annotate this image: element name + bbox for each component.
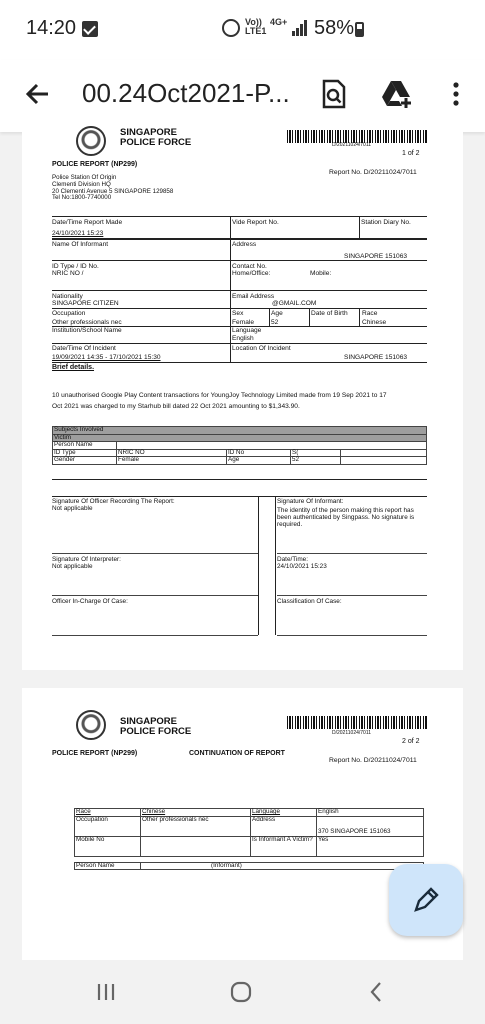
barcode-number: D/20211024/7011 <box>332 730 372 736</box>
app-toolbar <box>0 60 485 132</box>
police-crest-icon <box>76 126 106 156</box>
find-in-document-icon[interactable] <box>318 78 350 110</box>
value-age: 52 <box>271 319 279 326</box>
report-page-1 <box>52 126 427 666</box>
page-number: 2 of 2 <box>402 738 420 745</box>
alarm-icon <box>222 19 240 37</box>
system-navigation-bar <box>0 960 485 1024</box>
label-home-office: Home/Office: <box>232 270 271 277</box>
status-bar <box>0 0 485 60</box>
report-title: POLICE REPORT (NP299) <box>52 750 138 757</box>
battery-percent: 58% <box>314 17 355 39</box>
subjects-header: Subjects Involved <box>53 427 427 435</box>
report-page-2 <box>52 706 427 956</box>
value-location: SINGAPORE 151063 <box>344 354 408 361</box>
org-name: SINGAPORE POLICE FORCE <box>120 716 192 737</box>
victim-header: Victim <box>53 434 427 442</box>
police-crest-icon <box>76 710 106 740</box>
subjects-table: Subjects Involved Victim Person Name ID Type NRIC NO ID No S( Gender Female Age 52 <box>52 426 427 465</box>
label-informant: Name Of Informant <box>52 241 109 248</box>
label-incident-time: Date/Time Of Incident <box>52 345 116 352</box>
label-age: Age <box>271 310 283 317</box>
label-email: Email Address <box>232 293 275 300</box>
edit-fab[interactable] <box>389 864 463 936</box>
label-sex: Sex <box>232 310 244 317</box>
document-title: 00.24Oct2021-P... <box>82 78 290 108</box>
add-to-drive-icon[interactable] <box>380 78 412 110</box>
back-arrow-icon[interactable] <box>22 78 54 110</box>
more-options-icon[interactable] <box>440 78 472 110</box>
officer-signature-box: Signature Of Officer Recording The Report: Not applicable <box>52 498 258 554</box>
datetime-box: Date/Time: 24/10/2021 15:23 <box>277 556 427 596</box>
report-number: Report No. D/20211024/7011 <box>329 169 417 176</box>
label-occupation: Occupation <box>52 310 86 317</box>
volte-indicator: Vo)) LTE1 <box>245 17 267 36</box>
continuation-heading: CONTINUATION OF REPORT <box>189 750 285 757</box>
label-nationality: Nationality <box>52 293 83 300</box>
value-race: Chinese <box>362 319 387 326</box>
interpreter-signature-box: Signature Of Interpreter: Not applicable <box>52 556 258 596</box>
value-occupation: Other professionals nec <box>52 319 122 326</box>
network-type-indicator: 4G+ <box>270 17 288 27</box>
value-address: SINGAPORE 151063 <box>344 253 408 260</box>
label-race: Race <box>362 310 378 317</box>
back-nav-icon[interactable] <box>365 980 389 1004</box>
recent-apps-icon[interactable] <box>94 980 118 1004</box>
checkbox-notification-icon <box>82 21 98 37</box>
edit-pen-icon <box>412 886 440 914</box>
label-location: Location Of Incident <box>232 345 291 352</box>
brief-details-heading: Brief details. <box>52 364 95 371</box>
label-vide-no: Vide Report No. <box>232 219 279 226</box>
value-nationality: SINGAPORE CITIZEN <box>52 300 119 307</box>
classification-box: Classification Of Case: <box>277 598 427 636</box>
label-language: Language <box>232 327 262 334</box>
value-language: English <box>232 335 254 342</box>
label-id-type: ID Type / ID No. <box>52 263 99 270</box>
org-name: SINGAPORE POLICE FORCE <box>120 127 192 148</box>
battery-icon <box>355 22 364 37</box>
label-diary-no: Station Diary No. <box>361 219 411 226</box>
station-address: Police Station Of Origin Clementi Division HQ 20 Clementi Avenue 5 SINGAPORE 129858 Tel No:1800-7740000 <box>52 174 174 202</box>
report-title: POLICE REPORT (NP299) <box>52 161 138 168</box>
brief-details-text: 10 unauthorised Google Play Content transactions for YoungJoy Technology Limited made from 19 Sep 2021 to 17 Oct 2021 was charged to my Starhub bill dated 22 Oct 2021 amounting to $1,343.90. <box>52 392 387 410</box>
value-date-made: 24/10/2021 15:23 <box>52 230 104 237</box>
report-number: Report No. D/20211024/7011 <box>329 757 417 764</box>
home-icon[interactable] <box>229 980 253 1004</box>
value-incident-time: 19/09/2021 14:35 - 17/10/2021 15:30 <box>52 354 161 361</box>
label-institution: Institution/School Name <box>52 327 122 334</box>
value-sex: Female <box>232 319 254 326</box>
officer-in-charge-box: Officer In-Charge Of Case: <box>52 598 258 636</box>
barcode-image <box>287 716 427 729</box>
label-date-made: Date/Time Report Made <box>52 219 123 226</box>
label-dob: Date of Birth <box>311 310 348 317</box>
label-address: Address <box>232 241 257 248</box>
informant-signature-box: Signature Of Informant: The identity of the person making this report has been authenticated by Singpass. No signature is required. <box>277 498 427 554</box>
value-email: @GMAIL.COM <box>272 300 317 307</box>
continuation-table: Race Chinese Language English Occupation Other professionals nec Address 370 SINGAPORE 151063 Mobile No Is Informant A Victim? Yes Person Name (Informant) <box>74 808 424 870</box>
value-nric: NRIC NO / <box>52 270 84 277</box>
label-contact: Contact No. <box>232 263 267 270</box>
signal-icon <box>292 20 308 36</box>
barcode-number: D/20211024/7011 <box>332 142 372 148</box>
status-time: 14:20 <box>26 17 77 39</box>
label-mobile: Mobile: <box>310 270 332 277</box>
page-number: 1 of 2 <box>402 150 420 157</box>
